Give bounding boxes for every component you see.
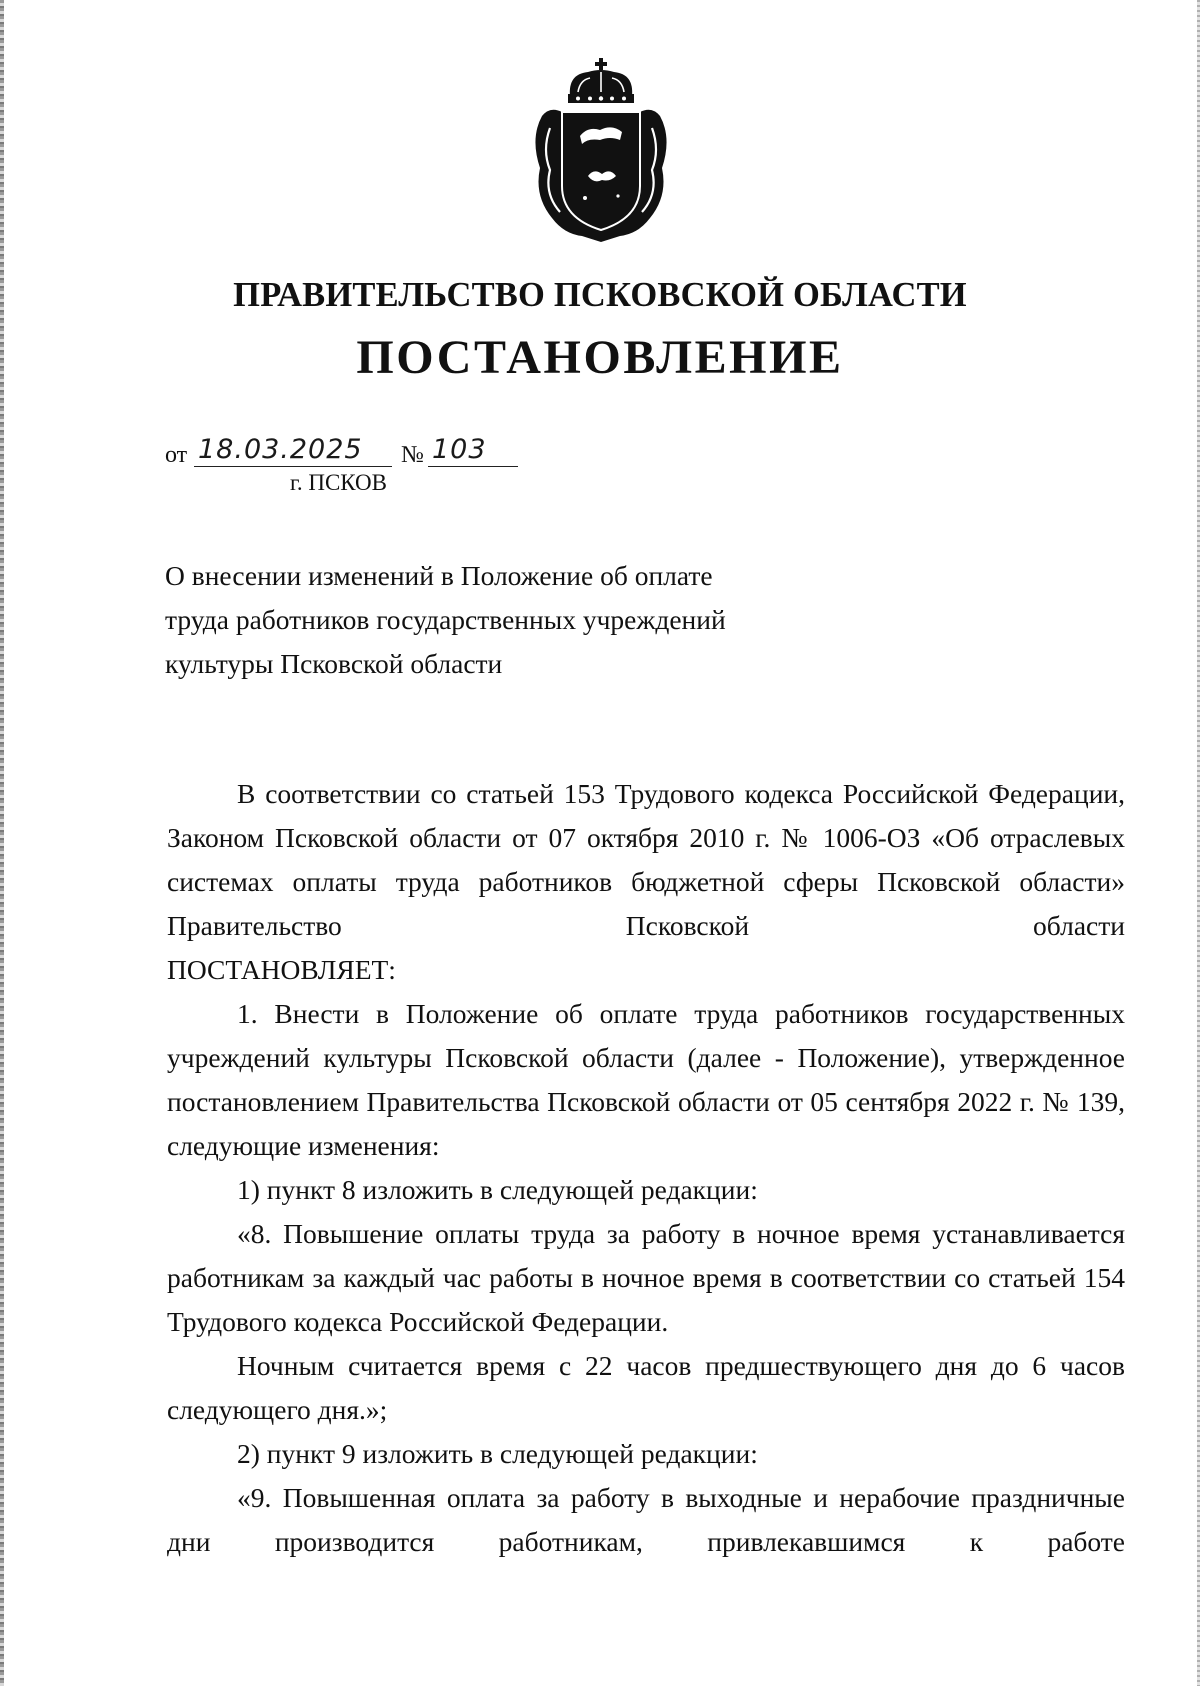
coat-of-arms-emblem xyxy=(528,58,674,242)
date-handwritten: 18.03.2025 xyxy=(198,434,363,465)
subject-line: труда работников государственных учреждений xyxy=(165,604,726,635)
date-underline xyxy=(194,466,392,467)
item-1-paragraph: 1. Внести в Положение об оплате труда работников государственных учреждений культуры Псковской области (далее - Положение), утвержденное постановлением Правительства Псковской области от 05 сентября 2022 г. № 139, следующие изменения: xyxy=(167,998,1125,1161)
document-subject xyxy=(165,554,845,686)
crown-icon xyxy=(568,58,634,103)
preamble-paragraph: В соответствии со статьей 153 Трудового кодекса Российской Федерации, Законом Псковской области от 07 октября 2010 г. № 1006-ОЗ «Об отраслевых системах оплаты труда работников бюджетной сферы Псковской области» Правительство Псковской области xyxy=(167,778,1125,941)
subitem-1-paragraph: 1) пункт 8 изложить в следующей редакции: xyxy=(237,1174,758,1205)
number-handwritten: 103 xyxy=(432,434,487,465)
subitem-2-paragraph: 2) пункт 9 изложить в следующей редакции: xyxy=(237,1438,758,1469)
clause-8-paragraph: «8. Повышение оплаты труда за работу в ночное время устанавливается работникам за каждый час работы в ночное время в соответствии со статьей 154 Трудового кодекса Российской Федерации. xyxy=(167,1218,1125,1337)
date-prefix: от xyxy=(165,442,188,468)
document-body xyxy=(167,772,1125,1564)
header-document-type: ПОСТАНОВЛЕНИЕ xyxy=(356,331,844,384)
subject-line: культуры Псковской области xyxy=(165,648,503,679)
clause-9-paragraph: «9. Повышенная оплата за работу в выходные и нерабочие праздничные дни производится работникам, привлекавшимся к работе xyxy=(167,1482,1125,1557)
city-label: г. ПСКОВ xyxy=(290,470,388,495)
night-time-paragraph: Ночным считается время с 22 часов предшествующего дня до 6 часов следующего дня.»; xyxy=(167,1350,1125,1425)
header-organization: ПРАВИТЕЛЬСТВО ПСКОВСКОЙ ОБЛАСТИ xyxy=(233,276,967,314)
resolves-line: ПОСТАНОВЛЯЕТ: xyxy=(167,954,396,985)
number-underline xyxy=(428,466,518,467)
number-sign: № xyxy=(401,442,424,468)
subject-line: О внесении изменений в Положение об оплате xyxy=(165,560,713,591)
scan-edge-left xyxy=(0,0,4,1686)
